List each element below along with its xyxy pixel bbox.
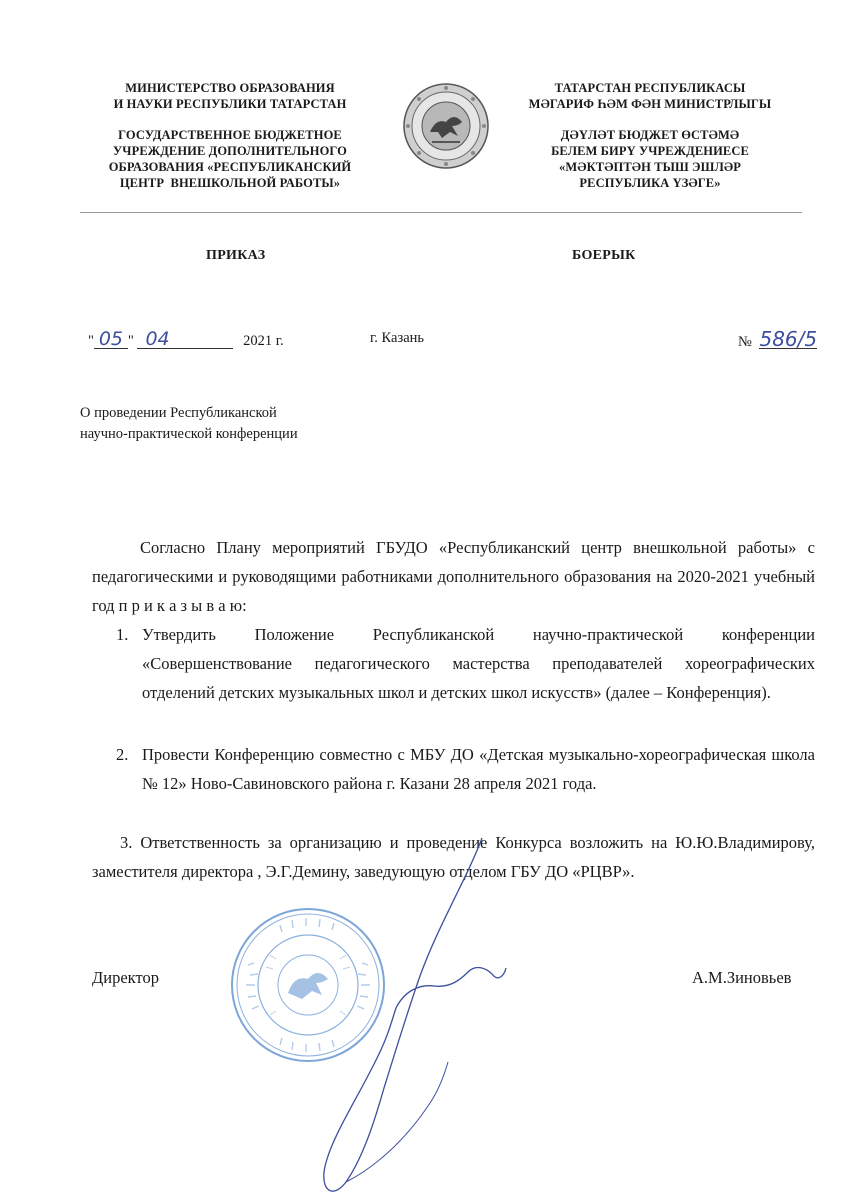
date-city: г. Казань [370, 330, 425, 346]
left-institution-line-3: ОБРАЗОВАНИЯ «РЕСПУБЛИКАНСКИЙ [108, 160, 352, 174]
list-item-text: Ответственность за организацию и проведение Конкурса возложить на Ю.Ю.Владимирову, заместителя директора , Э.Г.Демину, заведующую отделом ГБУ ДО «РЦВР». [92, 833, 815, 881]
list-item [92, 620, 815, 707]
right-ministry-line-1: ТАТАРСТАН РЕСПУБЛИКАСЫ [554, 81, 746, 95]
doc-type-tatar: БОЕРЫК [572, 248, 636, 263]
left-institution-line-4: ЦЕНТР ВНЕШКОЛЬНОЙ РАБОТЫ» [119, 176, 341, 190]
subject-line-1: О проведении Республиканской [80, 405, 277, 421]
header-divider [80, 212, 802, 213]
list-item-text: Провести Конференцию совместно с МБУ ДО «Детская музыкально-хореографическая школа № 12» Ново-Савиновского района г. Казани 28 апреля 2021 года. [142, 745, 815, 793]
list-item-number: 3. [120, 833, 133, 852]
date-day: 05 [94, 330, 128, 349]
date-close-quote: " [127, 333, 134, 349]
date-year: 2021 г. [243, 333, 284, 349]
left-institution-line-2: УЧРЕЖДЕНИЕ ДОПОЛНИТЕЛЬНОГО [113, 144, 347, 158]
date-open-quote: " [88, 333, 94, 349]
right-institution-line-2: БЕЛЕМ БИРҮ УЧРЕЖДЕНИЕСЕ [551, 144, 749, 158]
right-institution-line-1: ДӘҮЛӘТ БЮДЖЕТ ӨСТӘМӘ [560, 128, 740, 142]
list-item-text: Утвердить Положение Республиканской научно-практической конференции «Совершенствование педагогического мастерства преподавателей хореографических отделений детских музыкальных школ и детских школ искусств» (далее – Конференция). [142, 625, 815, 702]
header-right [505, 80, 795, 191]
subject-line-2: научно-практической конференции [80, 426, 298, 442]
left-ministry-line-1: МИНИСТЕРСТВО ОБРАЗОВАНИЯ [125, 81, 335, 95]
right-institution-line-3: «МӘКТӘПТӘН ТЫШ ЭШЛӘР [559, 160, 741, 174]
tatarstan-emblem-icon [402, 82, 490, 170]
order-number-label: № [738, 334, 752, 350]
order-number-value: 586/5 [759, 327, 818, 351]
signature-role: Директор [92, 968, 159, 987]
list-item-number: 1. [116, 625, 129, 644]
right-institution-line-4: РЕСПУБЛИКА ҮЗӘГЕ» [579, 176, 721, 190]
left-institution-line-1: ГОСУДАРСТВЕННОЕ БЮДЖЕТНОЕ [118, 128, 342, 142]
date-month: 04 [137, 330, 233, 349]
intro-paragraph: Согласно Плану мероприятий ГБУДО «Республиканский центр внешкольной работы» с педагогическими и руководящими работниками дополнительного образования на 2020-2021 учебный год п р и к а з ы в а ю: [92, 538, 815, 615]
order-subject [80, 403, 460, 445]
header-left [80, 80, 380, 191]
doc-type-russian: ПРИКАЗ [206, 248, 266, 263]
handwritten-signature-icon [318, 836, 508, 1200]
date-field [88, 330, 284, 350]
order-number-field [738, 327, 818, 351]
list-item-number: 2. [116, 745, 129, 764]
list-item [92, 740, 815, 798]
signature-name: А.М.Зиновьев [692, 968, 792, 987]
left-ministry-line-2: И НАУКИ РЕСПУБЛИКИ ТАТАРСТАН [113, 97, 347, 111]
right-ministry-line-2: МӘГАРИФ ҺӘМ ФӘН МИНИСТРЛЫГЫ [528, 97, 772, 111]
